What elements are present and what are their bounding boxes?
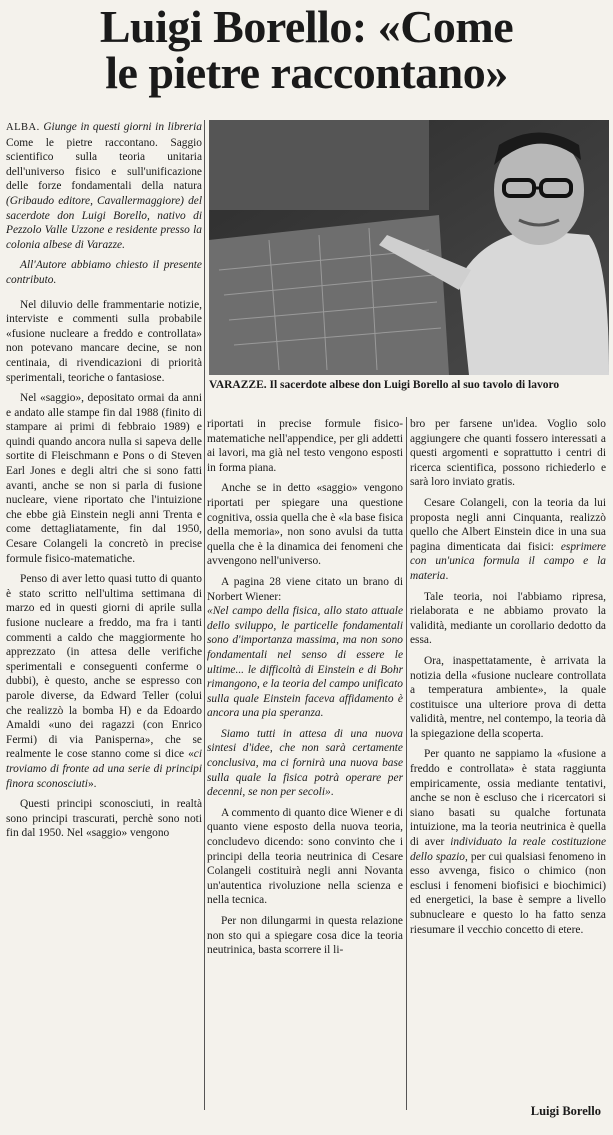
column-middle (207, 417, 403, 964)
body-paragraph: Cesare Colangeli, con la teoria da lui proposta negli anni Cinquanta, realizzò quello che Albert Einstein dice in una sua pagina dimenticata dai fisici: esprimere con un'unica formula il campo e la materia. (410, 496, 606, 582)
body-paragraph: Questi principi sconosciuti, in realtà sono principi trascurati, perchè sono noti fin dal 1950. Nel «saggio» vengono (6, 798, 202, 840)
body-paragraph: Per quanto ne sappiamo la «fusione a freddo e controllata» è stata raggiunta empiricamente, ossia mediante tentativi, anche se non è escluso che i ricercatori si siano basati su qualche fortunata intuizione, ma la teoria neutrinica è quella di aver individuato la reale costituzione dello spazio, per cui qualsiasi fenomeno in esso avvenga, fisico o chimico (non esclusi i fenomeni biofisici e biochimici) ed energetici, la base è sempre a livello subnucleare e questo lo ha fatto senza riesumare il vecchio concetto di etere. (410, 748, 606, 936)
einstein-quote: esprimere con un'unica formula il campo e la materia (410, 540, 606, 582)
article-photo (209, 120, 609, 375)
photo-caption: VARAZZE. Il sacerdote albese don Luigi Borello al suo tavolo di lavoro (209, 379, 560, 391)
column-left (6, 120, 202, 847)
headline-line-2: le pietre raccontano» (105, 47, 508, 98)
book-title: Come le pietre raccontano. Saggio scientifico sulla teoria unitaria dell'universo fisico e sull'unificazione delle forze fondamentali della natura (6, 136, 202, 193)
body-paragraph: Nel diluvio delle frammentarie notizie, interviste e commenti sulla probabile «fusione nucleare a freddo e controllata» non potevano mancare decine, se non centinaia, di rivendicazioni di priorità sperimentali, teoriche o fantasiose. (6, 298, 202, 384)
article-headline (0, 0, 613, 96)
reality-quote: individuato la reale costituzione dello spazio (410, 836, 606, 863)
column-divider-left (204, 120, 205, 1110)
body-paragraph: bro per farsene un'idea. Voglio solo aggiungere che quanti fossero interessati a questi argomenti e soprattutto i centri di ricerca scientifica, possono richiederlo e sarà loro inviato gratis. (410, 418, 606, 489)
body-paragraph: A commento di quanto dice Wiener e di quanto viene esposto della nuova teoria, concludevo dicendo: sono convinto che i principi della teoria neutrinica di Cesare Colangeli costituirà negli anni Novanta un'autentica rivoluzione nella scienza e nella tecnica. (207, 806, 403, 907)
teller-quote: ci troviamo di fronte ad una serie di principi finora sconosciuti (6, 748, 202, 790)
column-divider-right (406, 417, 407, 1110)
body-paragraph: Ora, inaspettatamente, è arrivata la notizia della «fusione nucleare controllata a temperatura ambiente», la quale costituisce una ulteriore prova di detta validità, mentre, nel contempo, la teoria dà la spiegazione della scoperta. (410, 654, 606, 740)
body-paragraph: riportati in precise formule fisico-matematiche nell'appendice, per gli addetti ai lavori, ma già nel testo vengono esposti in forma piana. (207, 418, 403, 474)
body-paragraph: Penso di aver letto quasi tutto di quanto è stato scritto nell'ultima settimana di marzo ed in questi giorni di aprile sulla fusione nucleare a freddo, ma fra i tanti commenti a caldo che maggiormente ho apprezzato (in attesa delle verifiche sperimentali e conseguenti conferme o dubbi), è questo, anche se espresso con parole diverse, da Edward Teller (colui che realizzò la bomba H) e da Edoardo Amaldi «uno dei ragazzi (con Enrico Fermi) di via Panisperna», che se realmente le cose stanno come si dice «ci troviamo di fronte ad una serie di principi finora sconosciuti». (6, 573, 202, 790)
body-paragraph: Anche se in detto «saggio» vengono riportati per spiegare una questione cognitiva, ossia quella che è «la base fisica della memoria», non sono avulsi da tutta quella che è la dinamica dei fenomeni che avvengono nell'universo. (207, 482, 403, 568)
body-paragraph: Tale teoria, noi l'abbiamo ripresa, rielaborata e ne abbiamo provato la validità, mediante un corollario dedotto da essa. (410, 590, 606, 647)
column-right (410, 417, 606, 943)
lead-paragraph: ALBA. Giunge in questi giorni in libreria Come le pietre raccontano. Saggio scientifico sulla teoria unitaria dell'universo fisico e sull'unificazione delle forze fondamentali della natura (Gribaudo editore, Cavallermaggiore) del sacerdote don Luigi Borello, nativo di Pezzolo Valle Uzzone e residente presso la colonia albese di Varazze. (6, 121, 202, 251)
author-signature: Luigi Borello (530, 1104, 601, 1118)
body-paragraph: Per non dilungarmi in questa relazione non sto qui a spiegare cosa dice la teoria neutrinica, basta scorrere il li- (207, 915, 403, 957)
headline-line-1: Luigi Borello: «Come (99, 1, 514, 52)
wiener-quote: «Nel campo della fisica, allo stato attuale dello sviluppo, le particelle fondamentali sono d'importanza massima, ma non sono fondamentali nel senso di essere le ultime... le difficoltà di Einstein e di Bohr rimangono, e la teoria del campo unificato sulla quale Einstein faceva affidamento è ancora una pia speranza. (207, 605, 403, 720)
priest-at-desk-photo (209, 120, 609, 375)
wiener-quote-continued: Siamo tutti in attesa di una nuova sintesi d'idee, che non sarà certamente conclusiva, ma ci fornirà una nuova base sulla quale la fisica potrà operare per decenni, se non per secoli». (207, 727, 403, 799)
lead-note: All'Autore abbiamo chiesto il presente contributo. (6, 259, 202, 286)
dateline: ALBA. (6, 122, 40, 133)
body-paragraph: Nel «saggio», depositato ormai da anni e andato alle stampe fin dal 1988 (finito di stampare ai primi di febbraio 1989) e quindi quando ancora nulla si sapeva delle sortite di Fleischmann e Pons o di Steven Earl Jones e degli altri che si sono fatti avanti, anche se non si parla di fusione nucleare, viene riportato che l'intuizione che ebbe già Einstein negli anni Trenta e come dettagliatamente, fin dal 1950, Cesare Colangeli la concretò in precise formule fisico-matematiche. (6, 392, 202, 565)
body-paragraph: A pagina 28 viene citato un brano di Norbert Wiener: (207, 575, 403, 603)
